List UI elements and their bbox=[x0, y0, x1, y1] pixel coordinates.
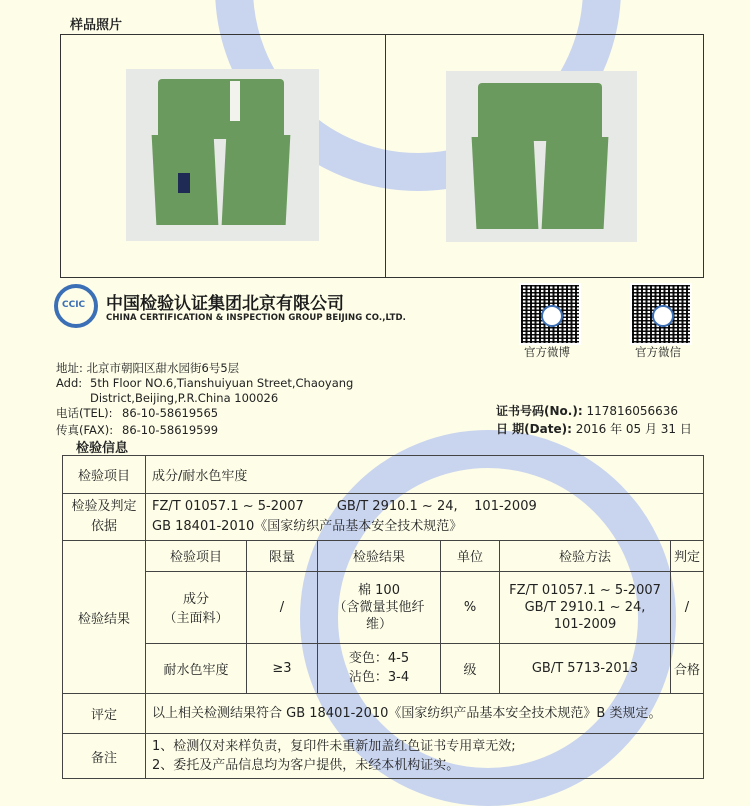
inspection-table bbox=[62, 455, 704, 779]
photos-divider bbox=[385, 35, 386, 277]
ccic-logo bbox=[54, 284, 98, 328]
address-en-line2: District,Beijing,P.R.China 100026 bbox=[90, 391, 279, 405]
row2-method: GB/T 5713-2013 bbox=[500, 643, 671, 693]
eval-label: 评定 bbox=[63, 694, 146, 734]
qr-wechat-label: 官方微信 bbox=[635, 345, 681, 359]
shorts-front-body bbox=[158, 79, 284, 139]
result-cell bbox=[146, 541, 704, 694]
address-cn-label: 地址: bbox=[56, 361, 83, 375]
row1-method-line3: 101-2009 bbox=[553, 616, 617, 632]
address-block bbox=[56, 361, 456, 438]
shorts-back-leg-left bbox=[472, 137, 539, 229]
row1-result-line3: 维） bbox=[365, 616, 392, 632]
row1-item-sub: （主面料） bbox=[163, 611, 229, 626]
cert-date-label: 日 期(Date): bbox=[496, 422, 572, 436]
row2-unit: 级 bbox=[441, 643, 500, 693]
row1-result-line2: （含微量其他纤 bbox=[333, 599, 425, 615]
row2-result bbox=[318, 643, 441, 693]
row1-limit: / bbox=[247, 571, 318, 643]
header-unit: 单位 bbox=[441, 541, 500, 571]
remark-label: 备注 bbox=[63, 734, 146, 779]
remark-2: 2、委托及产品信息均为客户提供，未经本机构证实。 bbox=[152, 758, 460, 773]
tel-label: 电话(TEL): bbox=[56, 406, 113, 420]
row1-judge: / bbox=[671, 571, 704, 643]
result-label: 检验结果 bbox=[63, 541, 146, 694]
row1-unit: % bbox=[441, 571, 500, 643]
header-limit: 限量 bbox=[247, 541, 318, 571]
fax-value: 86-10-58619599 bbox=[122, 423, 219, 437]
cert-no-label: 证书号码(No.): bbox=[496, 404, 583, 418]
sample-photo-front bbox=[126, 69, 319, 241]
qr-weibo-label: 官方微博 bbox=[524, 345, 570, 359]
qr-wechat bbox=[630, 283, 692, 345]
section-info-title: 检验信息 bbox=[76, 441, 129, 456]
row1-method-line1: FZ/T 01057.1 ~ 5-2007 bbox=[509, 582, 661, 598]
qr-weibo bbox=[519, 283, 581, 345]
remark-value bbox=[146, 734, 704, 779]
section-photos-title: 样品照片 bbox=[70, 18, 123, 33]
tel-value: 86-10-58619565 bbox=[122, 406, 219, 420]
shorts-front-leg-right bbox=[222, 135, 291, 225]
address-en-label: Add: bbox=[56, 376, 83, 390]
company-name-cn: 中国检验认证集团北京有限公司 bbox=[106, 294, 344, 314]
result-table bbox=[146, 541, 703, 693]
row1-method-line2: GB/T 2910.1 ~ 24, bbox=[524, 599, 646, 615]
fax-label: 传真(FAX): bbox=[56, 423, 114, 437]
header-judge: 判定 bbox=[671, 541, 704, 571]
basis-label: 检验及判定依据 bbox=[63, 494, 146, 541]
shorts-patch bbox=[178, 173, 190, 193]
basis-value bbox=[146, 494, 704, 541]
row1-item-name: 成分 bbox=[182, 592, 209, 607]
address-cn-value: 北京市朝阳区甜水园街6号5层 bbox=[86, 361, 240, 375]
shorts-tag bbox=[230, 81, 240, 121]
qr-weibo-logo-icon bbox=[541, 305, 563, 327]
ccic-logo-text: CCIC bbox=[62, 300, 86, 310]
basis-line2: GB 18401-2010《国家纺织产品基本安全技术规范》 bbox=[152, 519, 463, 534]
shorts-back-leg-right bbox=[542, 137, 609, 229]
row2-judge: 合格 bbox=[671, 643, 704, 693]
cert-date-value: 2016 年 05 月 31 日 bbox=[575, 422, 692, 436]
item-label: 检验项目 bbox=[63, 456, 146, 494]
row1-method bbox=[500, 571, 671, 643]
row1-item bbox=[146, 571, 247, 643]
eval-value: 以上相关检测结果符合 GB 18401-2010《国家纺织产品基本安全技术规范》B 类规定。 bbox=[146, 694, 704, 734]
sample-photo-back bbox=[446, 71, 637, 242]
cert-block bbox=[496, 402, 692, 438]
row2-item: 耐水色牢度 bbox=[146, 643, 247, 693]
address-en-line1: 5th Floor NO.6,Tianshuiyuan Street,Chaoyang bbox=[90, 376, 354, 390]
header-result: 检验结果 bbox=[318, 541, 441, 571]
header-item: 检验项目 bbox=[146, 541, 247, 571]
cert-no-value: 117816056636 bbox=[586, 404, 679, 418]
row2-result-line1: 变色：4-5 bbox=[348, 651, 410, 667]
row1-result-line1: 棉 100 bbox=[358, 582, 400, 598]
shorts-back-body bbox=[478, 83, 602, 141]
company-name-en: CHINA CERTIFICATION & INSPECTION GROUP BEIJING CO.,LTD. bbox=[106, 313, 407, 323]
remark-1: 1、检测仅对来样负责，复印件未重新加盖红色证书专用章无效; bbox=[152, 739, 516, 754]
basis-line1: FZ/T 01057.1 ~ 5-2007 GB/T 2910.1 ~ 24, 101-2009 bbox=[152, 499, 537, 514]
qr-wechat-logo-icon bbox=[652, 305, 674, 327]
row2-result-line2: 沾色：3-4 bbox=[348, 670, 410, 686]
row1-result bbox=[318, 571, 441, 643]
row2-limit: ≥3 bbox=[247, 643, 318, 693]
item-value: 成分/耐水色牢度 bbox=[146, 456, 704, 494]
header-method: 检验方法 bbox=[500, 541, 671, 571]
